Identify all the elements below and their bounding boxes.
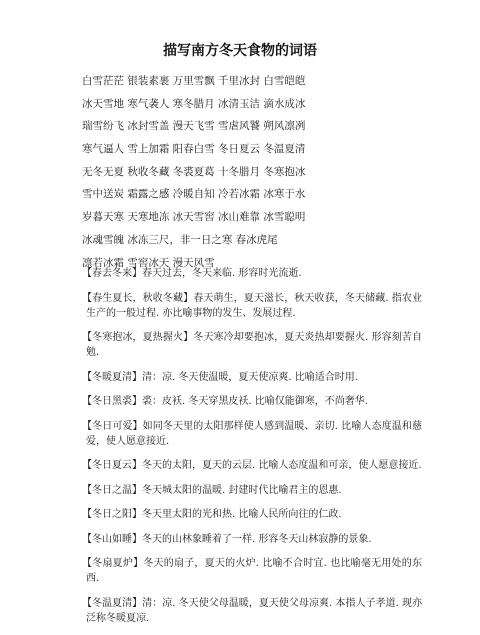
- definition-item: [82, 291, 422, 321]
- definition-text: 冬天里太阳的光和热. 比喻人民所向往的仁政.: [142, 509, 342, 520]
- word-list: [82, 70, 422, 274]
- definition-term: 【冬山如睡】: [82, 533, 142, 545]
- definition-term: 【冬扇夏炉】: [82, 558, 144, 569]
- word-row: 雪中送炭 霜露之感 冷暖自知 冷若冰霜 冰寒于水: [82, 188, 306, 201]
- definition-term: 【冬温夏清】: [82, 597, 143, 609]
- definition-item: [82, 483, 422, 498]
- definition-term: 【冬暖夏清】: [82, 371, 142, 383]
- word-row: 冰天雪地 寒气袭人 寒冬腊月 冰清玉洁 滴水成冰: [82, 97, 306, 110]
- definition-item: [82, 532, 422, 547]
- definition-text: 春天萌生，夏天滋长，秋天收获，冬天储藏. 指农业生产的一般过程. 亦比喻事物的发生、发展过程.: [86, 292, 423, 319]
- definition-item: [82, 507, 422, 522]
- definition-item: [82, 556, 422, 586]
- definition-term: 【冬寒抱冰，夏热握火】: [82, 332, 194, 343]
- definition-term: 【冬日可爱】: [82, 420, 143, 432]
- definition-list: [82, 266, 422, 635]
- definition-text: 冬天的太阳，夏天的云层. 比喻人态度温和可亲，使人愿意接近.: [142, 460, 422, 471]
- definition-item: [82, 370, 422, 385]
- definition-text: 如同冬天里的太阳那样使人感到温暖、亲切. 比喻人态度温和慈爱，使人愿意接近.: [86, 420, 423, 447]
- word-row: 凛若冰霜 雪窖冰天 漫天风雪: [82, 256, 215, 269]
- definition-term: 【冬日夏云】: [82, 460, 142, 471]
- definition-item: [82, 394, 422, 409]
- definition-text: 冬天城太阳的温暖. 封建时代比喻君主的恩惠.: [142, 484, 342, 496]
- definition-item: [82, 330, 422, 360]
- word-row: 瑞雪纷飞 冰封雪盖 漫天飞雪 雪虐风饕 朔风凛冽: [82, 120, 306, 133]
- definition-item: [82, 458, 422, 473]
- definition-term: 【冬日黑裘】: [82, 396, 142, 407]
- definition-term: 【春生夏长，秋收冬藏】: [82, 292, 194, 304]
- definition-item: [82, 266, 422, 281]
- word-row: 白雪茫茫 银装素裹 万里雪飘 千里冰封 白雪皑皑: [82, 75, 306, 87]
- word-row: 寒气逼人 雪上加霜 阳春白雪 冬日夏云 冬温夏清: [82, 143, 306, 156]
- definition-text: 春天过去，冬天来临. 形容时光流逝.: [142, 268, 302, 279]
- definition-text: 清：凉. 冬天使温暖，夏天使凉爽. 比喻适合时用.: [142, 371, 358, 383]
- definition-text: 冬天的扇子，夏天的火炉. 比喻不合时宜. 也比喻毫无用处的东西.: [86, 558, 422, 584]
- word-row: 冰魂雪魄 冰冻三尺，非一日之寒 春冰虎尾: [82, 233, 278, 246]
- word-row: 岁暮天寒 天寒地冻 冰天雪窖 冰山难靠 冰雪聪明: [82, 211, 306, 224]
- definition-text: 裘：皮袄. 冬天穿黑皮袄. 比喻仅能御寒，不尚奢华.: [142, 396, 368, 407]
- definition-text: 冬天寒冷却要抱冰，夏天炎热却要握火. 形容刻苦自勉.: [86, 332, 423, 358]
- definition-term: 【冬日之阳】: [82, 509, 142, 520]
- definition-term: 【冬日之温】: [82, 484, 142, 496]
- document-title: 描写南方冬天食物的词语: [163, 43, 317, 59]
- word-row: 无冬无夏 秋收冬藏 冬裘夏葛 十冬腊月 冬寒抱冰: [82, 165, 306, 178]
- definition-item: [82, 419, 422, 449]
- definition-term: 【春去冬来】: [82, 268, 142, 279]
- definition-text: 清：凉. 冬天使父母温暖，夏天使父母凉爽. 本指人子孝道. 现亦泛称冬暖夏凉.: [86, 597, 423, 624]
- definition-text: 冬天的山林象睡着了一样. 形容冬天山林寂静的景象.: [142, 533, 372, 545]
- definition-item: [82, 596, 422, 626]
